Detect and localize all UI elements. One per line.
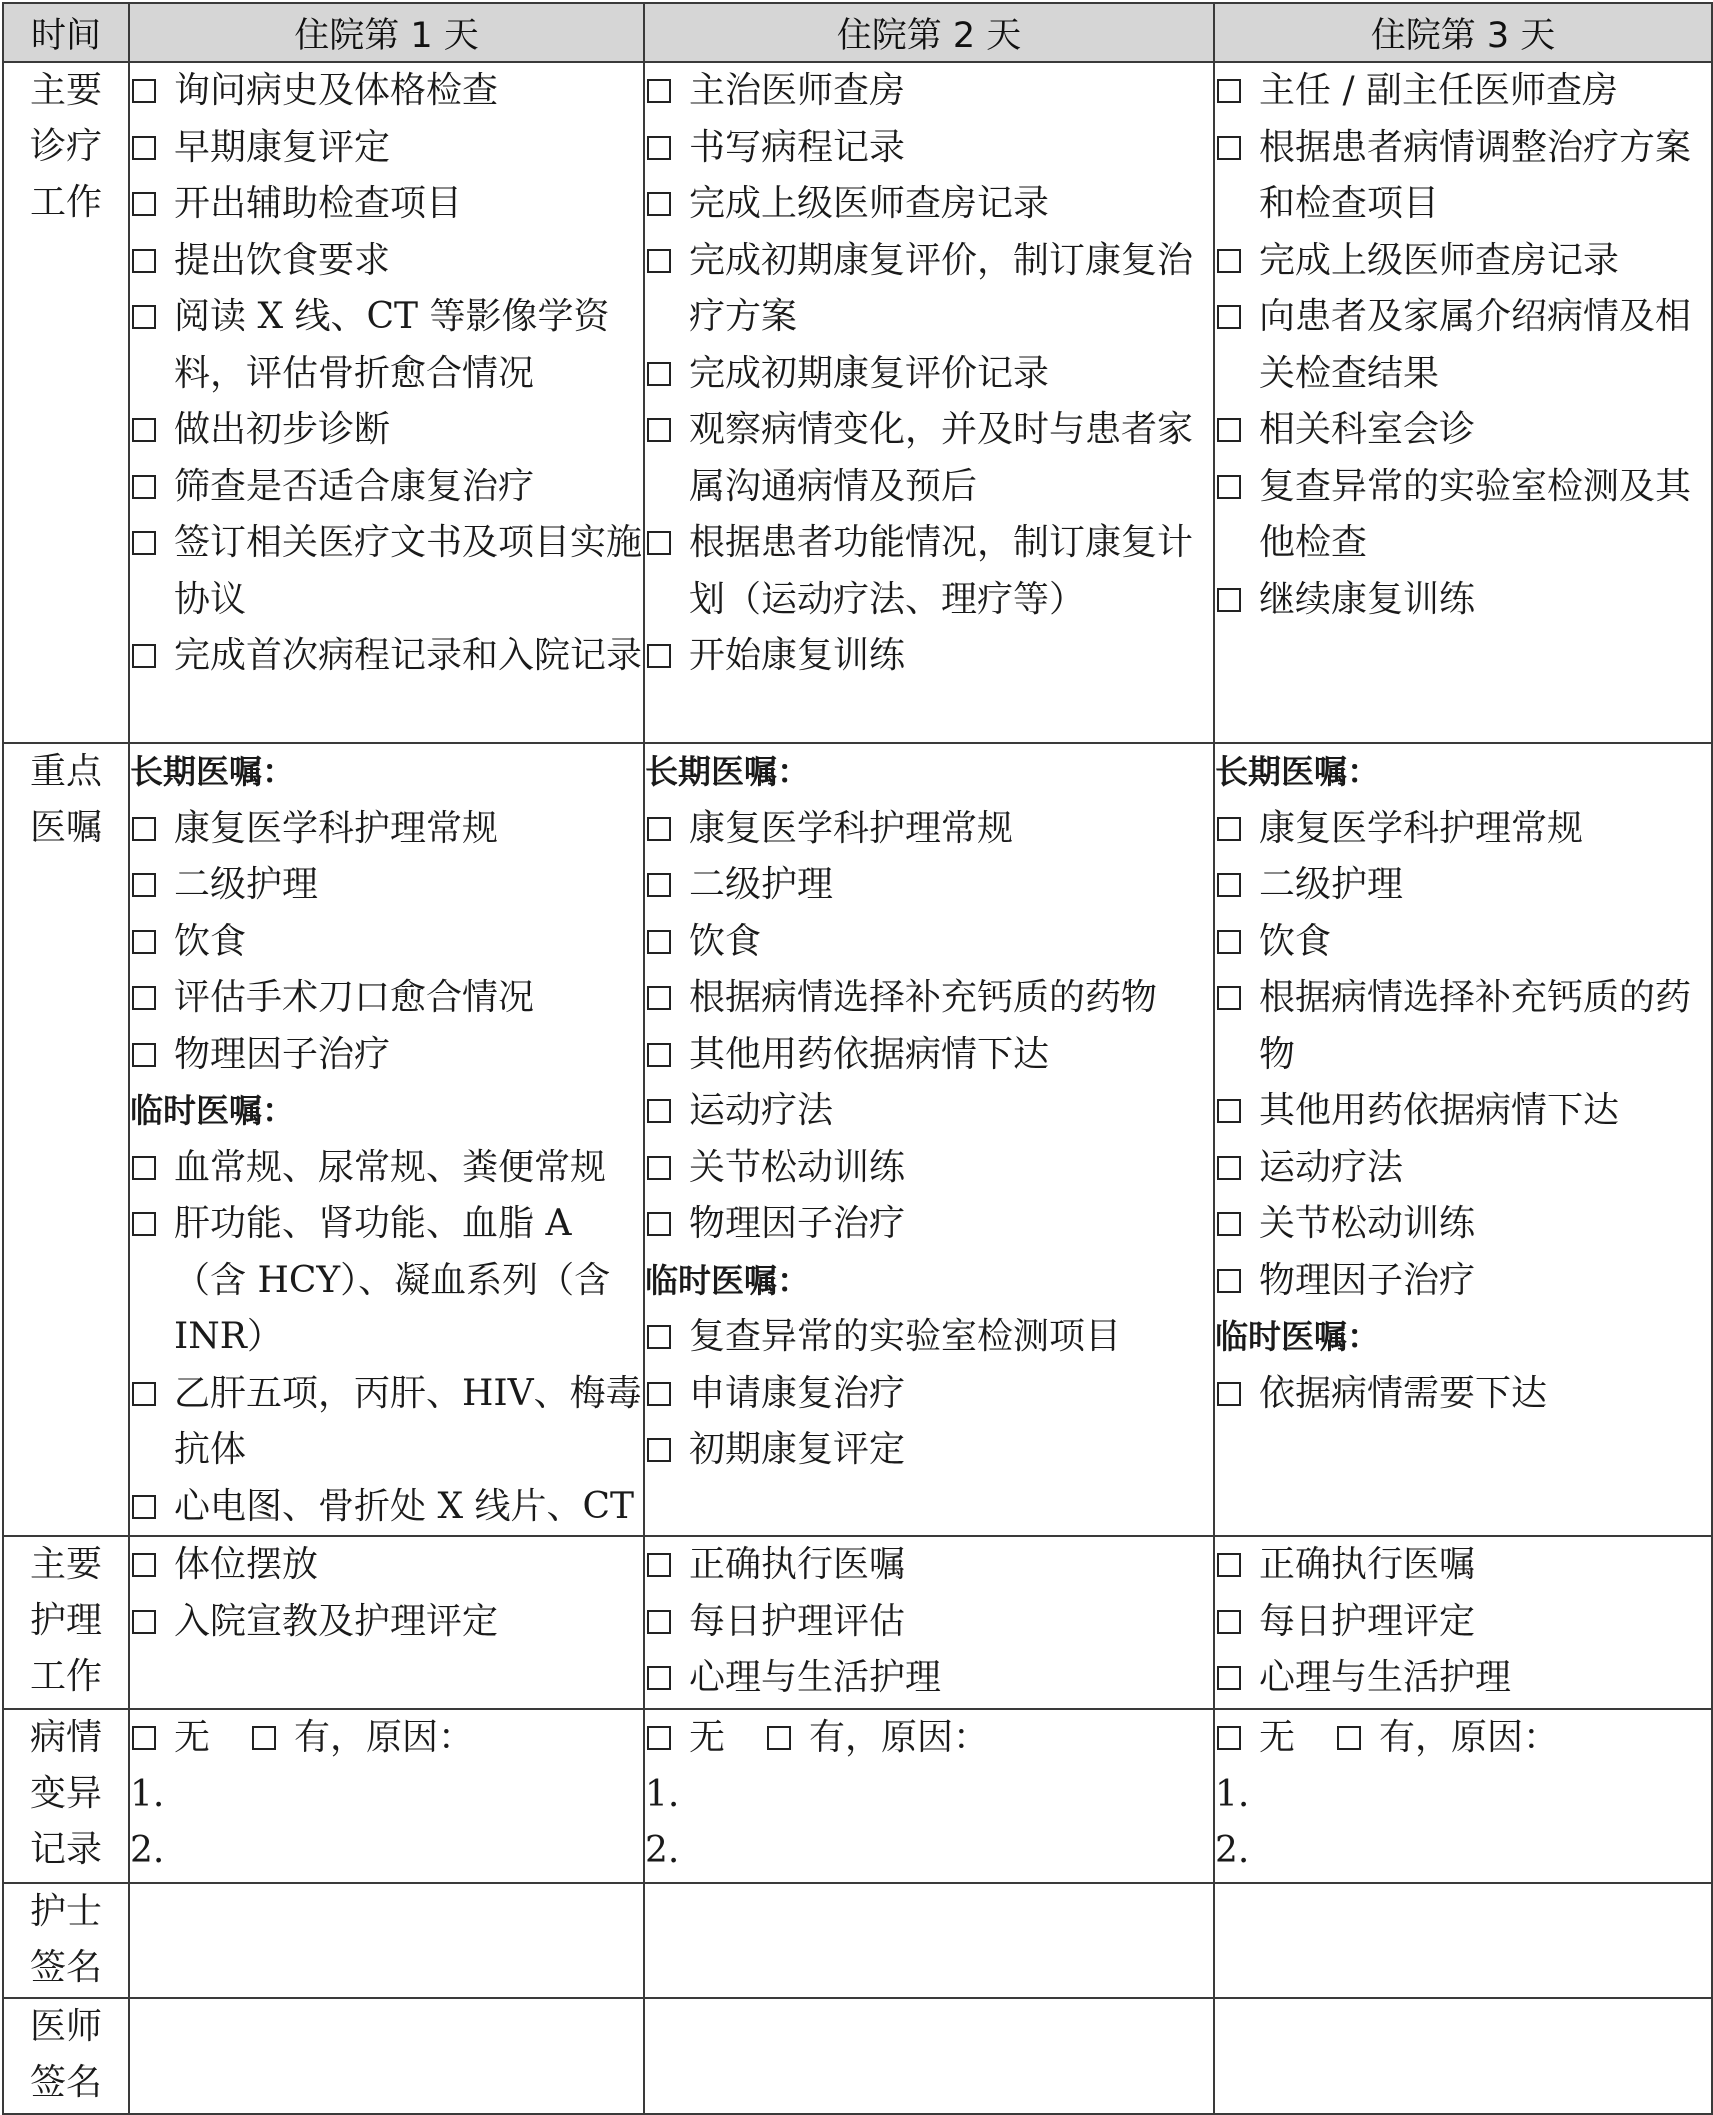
doctor-signature-day1[interactable] [129, 1998, 644, 2114]
row-nurse-signature [3, 1883, 1712, 1998]
checklist-item-text: 筛查是否适合康复治疗 [174, 465, 535, 507]
checkbox-icon[interactable] [1217, 817, 1241, 841]
variance-yes-option-label: 有，原因： [809, 1717, 990, 1758]
variance-none-option[interactable] [130, 1710, 210, 1767]
checklist-item-text: 二级护理 [1259, 864, 1404, 905]
doctor-signature-day3[interactable] [1214, 1998, 1712, 2114]
checklist-item-text: 根据病情选择补充钙质的药物 [689, 977, 1158, 1018]
checklist-item[interactable] [130, 970, 643, 1027]
checkbox-icon[interactable] [132, 305, 156, 329]
temporary-orders-title: 临时医嘱： [645, 1260, 810, 1300]
row-label-line: 记录 [29, 1829, 102, 1870]
checkbox-icon[interactable] [647, 1156, 671, 1180]
checkbox-icon[interactable] [647, 362, 671, 386]
checkbox-icon[interactable] [647, 249, 671, 273]
orders-day3 [1214, 743, 1712, 1536]
variance-day1 [129, 1709, 644, 1883]
checkbox-icon[interactable] [1217, 136, 1241, 160]
long-term-orders-title: 长期医嘱： [130, 752, 295, 791]
checklist-item-text: 康复医学科护理常规 [1259, 807, 1584, 849]
checklist-item-text: 提出饮食要求 [174, 239, 391, 281]
checklist-item[interactable] [1215, 857, 1711, 914]
checkbox-icon[interactable] [1217, 1726, 1241, 1750]
checkbox-icon[interactable] [1217, 1099, 1241, 1123]
checklist-item[interactable] [645, 120, 1213, 177]
checklist-item[interactable] [130, 801, 643, 858]
variance-reason-line1[interactable]: 1. [1215, 1773, 1250, 1815]
checkbox-icon[interactable] [252, 1726, 276, 1750]
variance-yes-option[interactable] [250, 1710, 474, 1767]
orders-day1 [129, 743, 644, 1536]
checklist-item-text: 完成初期康复评价，制订康复治疗方案 [689, 239, 1194, 337]
checklist-item[interactable] [645, 857, 1213, 914]
checklist-item[interactable] [645, 1083, 1213, 1140]
checkbox-icon[interactable] [1217, 986, 1241, 1010]
checklist-item-text: 二级护理 [174, 864, 319, 905]
checkbox-icon[interactable] [647, 873, 671, 897]
checklist-item-text: 观察病情变化，并及时与患者家属沟通病情及预后 [689, 409, 1194, 507]
checklist-item-text: 做出初步诊断 [174, 409, 391, 450]
checklist-item[interactable] [645, 1537, 1213, 1594]
checklist-item-text: 康复医学科护理常规 [174, 807, 499, 849]
checkbox-icon[interactable] [132, 1553, 156, 1577]
checkbox-icon[interactable] [132, 1495, 156, 1519]
temporary-orders-title: 临时医嘱： [130, 1091, 295, 1130]
checkbox-icon[interactable] [647, 1726, 671, 1750]
checklist-item[interactable] [1215, 289, 1711, 402]
checkbox-icon[interactable] [647, 1043, 671, 1067]
checklist-item-text: 根据病情选择补充钙质的药物 [1259, 977, 1692, 1075]
variance-options [1215, 1710, 1711, 1767]
checklist-item-text: 初期康复评定 [689, 1429, 906, 1470]
variance-none-option[interactable] [645, 1710, 725, 1767]
row-label-orders [3, 743, 129, 1536]
checklist-item[interactable] [645, 1422, 1213, 1479]
checklist-item[interactable] [645, 63, 1213, 120]
row-label-nurse-signature [3, 1883, 129, 1998]
checkbox-icon[interactable] [1217, 475, 1241, 499]
checklist-item[interactable] [130, 1366, 643, 1479]
checkbox-icon[interactable] [647, 79, 671, 103]
checklist-item-text: 开始康复训练 [689, 635, 906, 676]
checkbox-icon[interactable] [647, 418, 671, 442]
row-orders [3, 743, 1712, 1536]
checkbox-icon[interactable] [132, 1156, 156, 1180]
row-label-line: 主要 [29, 70, 102, 111]
checklist-item-text: 心理与生活护理 [1259, 1657, 1512, 1698]
checklist-item-text: 其他用药依据病情下达 [689, 1033, 1050, 1075]
checklist-item-text: 饮食 [174, 920, 247, 962]
checklist-item[interactable] [645, 1027, 1213, 1084]
variance-options [130, 1710, 643, 1767]
header-day2: 住院第 2 天 [644, 3, 1214, 62]
doctor-signature-day2[interactable] [644, 1998, 1214, 2114]
checkbox-icon[interactable] [647, 136, 671, 160]
checkbox-icon[interactable] [1217, 79, 1241, 103]
checkbox-icon[interactable] [647, 1382, 671, 1406]
row-label-line: 工作 [29, 182, 102, 223]
checklist-item[interactable] [130, 515, 643, 628]
checklist-item[interactable] [130, 1537, 643, 1594]
long-term-list [645, 801, 1213, 1253]
nurse-signature-day3[interactable] [1214, 1883, 1712, 1998]
nursing-day2 [644, 1536, 1214, 1709]
row-label-line: 病情 [29, 1717, 102, 1758]
checkbox-icon[interactable] [132, 1043, 156, 1067]
checklist-item-text: 申请康复治疗 [689, 1372, 906, 1414]
checklist-item-text: 运动疗法 [1259, 1146, 1404, 1188]
checkbox-icon[interactable] [1217, 1666, 1241, 1690]
checkbox-icon[interactable] [132, 1212, 156, 1236]
checklist-item-text: 继续康复训练 [1259, 578, 1476, 620]
variance-reason-line2[interactable]: 2. [130, 1830, 165, 1871]
main-work-day2 [644, 62, 1214, 743]
checklist-item-text: 阅读 X 线、CT 等影像学资料，评估骨折愈合情况 [174, 296, 610, 394]
variance-none-option-label: 无 [1259, 1717, 1296, 1758]
checkbox-icon[interactable] [647, 531, 671, 555]
checklist-item[interactable] [645, 1650, 1213, 1707]
checklist-item[interactable] [645, 801, 1213, 858]
variance-none-option[interactable] [1215, 1710, 1295, 1767]
checklist-item[interactable] [130, 120, 643, 177]
temporary-list [1215, 1366, 1711, 1423]
checklist-item-text: 心理与生活护理 [689, 1657, 942, 1698]
checklist-item-text: 物理因子治疗 [1259, 1259, 1476, 1301]
variance-none-option-label: 无 [174, 1717, 211, 1758]
checkbox-icon[interactable] [767, 1726, 791, 1750]
checkbox-icon[interactable] [647, 644, 671, 668]
checklist-item-text: 物理因子治疗 [689, 1203, 906, 1244]
checkbox-icon[interactable] [132, 418, 156, 442]
checkbox-icon[interactable] [132, 1382, 156, 1406]
row-label-line: 医师 [29, 2006, 102, 2047]
checkbox-icon[interactable] [1217, 588, 1241, 612]
checklist-item[interactable] [130, 233, 643, 290]
checklist-item[interactable] [1215, 1366, 1711, 1423]
checklist-item[interactable] [1215, 1253, 1711, 1310]
checklist-item[interactable] [1215, 1196, 1711, 1253]
checklist-item-text: 完成上级医师查房记录 [689, 183, 1050, 224]
checkbox-icon[interactable] [647, 930, 671, 954]
checkbox-icon[interactable] [647, 986, 671, 1010]
checklist-item[interactable] [645, 970, 1213, 1027]
checkbox-icon[interactable] [132, 79, 156, 103]
checklist-item-text: 相关科室会诊 [1259, 409, 1476, 450]
checklist-item-text: 主任 / 副主任医师查房 [1259, 70, 1619, 111]
checklist-item-text: 早期康复评定 [174, 126, 391, 168]
checkbox-icon[interactable] [1217, 1212, 1241, 1236]
checklist-item[interactable] [130, 289, 643, 402]
checklist-item[interactable] [645, 1366, 1213, 1423]
checklist-item-text: 复查异常的实验室检测及其他检查 [1259, 465, 1692, 563]
checklist-item[interactable] [1215, 1537, 1711, 1594]
checklist-item-text: 依据病情需要下达 [1259, 1372, 1548, 1414]
checkbox-icon[interactable] [132, 475, 156, 499]
checklist-item[interactable] [130, 402, 643, 459]
row-label-line: 主要 [29, 1544, 102, 1585]
nurse-signature-day1[interactable] [129, 1883, 644, 1998]
checkbox-icon[interactable] [647, 1553, 671, 1577]
variance-none-option-label: 无 [689, 1717, 726, 1758]
checklist-item-text: 肝功能、肾功能、血脂 A（含 HCY）、凝血系列（含 INR） [174, 1203, 611, 1357]
checklist-item[interactable] [130, 1027, 643, 1084]
checklist-item[interactable] [1215, 63, 1711, 120]
checkbox-icon[interactable] [1217, 1156, 1241, 1180]
long-term-orders-title: 长期医嘱： [1215, 752, 1380, 791]
checkbox-icon[interactable] [1217, 305, 1241, 329]
checkbox-icon[interactable] [132, 136, 156, 160]
checklist-item-text: 饮食 [1259, 920, 1332, 962]
checklist-item[interactable] [1215, 233, 1711, 290]
checkbox-icon[interactable] [647, 1610, 671, 1634]
checklist-item-text: 物理因子治疗 [174, 1033, 391, 1075]
checkbox-icon[interactable] [132, 531, 156, 555]
checklist-item[interactable] [645, 628, 1213, 685]
checklist-item[interactable] [130, 914, 643, 971]
checklist-item-text: 签订相关医疗文书及项目实施协议 [174, 522, 643, 620]
checklist-item-text: 血常规、尿常规、粪便常规 [174, 1146, 607, 1188]
checkbox-icon[interactable] [1217, 1553, 1241, 1577]
nursing-day3 [1214, 1536, 1712, 1709]
checkbox-icon[interactable] [647, 1438, 671, 1462]
checklist-item[interactable] [1215, 1140, 1711, 1197]
checklist-item-text: 体位摆放 [174, 1544, 319, 1585]
row-label-line: 工作 [29, 1656, 102, 1697]
row-nursing [3, 1536, 1712, 1709]
checkbox-icon[interactable] [647, 1325, 671, 1349]
main-work-day3 [1214, 62, 1712, 743]
variance-reason-line2[interactable]: 2. [1215, 1830, 1250, 1871]
variance-yes-option-label: 有，原因： [294, 1717, 475, 1758]
checklist-item[interactable] [1215, 970, 1711, 1083]
checklist-item-text: 心电图、骨折处 X 线片、CT [174, 1485, 635, 1527]
header-time: 时间 [3, 3, 129, 62]
main-work-day1 [129, 62, 644, 743]
checklist-item-text: 书写病程记录 [689, 126, 906, 168]
long-term-list [130, 801, 643, 1084]
checklist-item[interactable] [645, 515, 1213, 628]
variance-yes-option[interactable] [1335, 1710, 1559, 1767]
checklist-item-text: 开出辅助检查项目 [174, 183, 463, 224]
checklist-item-text: 评估手术刀口愈合情况 [174, 977, 535, 1018]
checklist-item[interactable] [130, 459, 643, 516]
checklist-item[interactable] [645, 346, 1213, 403]
temporary-list [130, 1140, 643, 1536]
checklist-item[interactable] [130, 176, 643, 233]
checklist-item-text: 其他用药依据病情下达 [1259, 1090, 1620, 1131]
variance-day2 [644, 1709, 1214, 1883]
variance-reason-line2[interactable]: 2. [645, 1830, 680, 1871]
checklist-item-text: 根据患者功能情况，制订康复计划（运动疗法、理疗等） [689, 522, 1194, 620]
checkbox-icon[interactable] [132, 873, 156, 897]
checkbox-icon[interactable] [1217, 930, 1241, 954]
checklist-item-text: 每日护理评定 [1259, 1600, 1476, 1642]
checkbox-icon[interactable] [132, 817, 156, 841]
row-label-line: 护士 [29, 1891, 102, 1932]
checklist-item-text: 每日护理评估 [689, 1600, 906, 1642]
long-term-list [1215, 801, 1711, 1310]
row-label-line: 变异 [29, 1773, 102, 1814]
checklist-item[interactable] [1215, 459, 1711, 572]
checkbox-icon[interactable] [1217, 1610, 1241, 1634]
header-row [3, 3, 1712, 62]
checkbox-icon[interactable] [132, 192, 156, 216]
checklist-item[interactable] [130, 1196, 643, 1366]
row-label-line: 护理 [29, 1600, 102, 1641]
checklist-item[interactable] [1215, 1083, 1711, 1140]
checkbox-icon[interactable] [132, 930, 156, 954]
row-label-line: 诊疗 [29, 126, 102, 167]
nursing-day1 [129, 1536, 644, 1709]
row-doctor-signature [3, 1998, 1712, 2114]
checklist-item-text: 询问病史及体格检查 [174, 70, 499, 111]
checklist-item[interactable] [645, 1196, 1213, 1253]
orders-day2 [644, 743, 1214, 1536]
checklist-item[interactable] [130, 1140, 643, 1197]
checklist-item-text: 关节松动训练 [689, 1146, 906, 1188]
checklist-item[interactable] [645, 914, 1213, 971]
checklist-item-text: 向患者及家属介绍病情及相关检查结果 [1259, 296, 1692, 394]
checklist-item[interactable] [1215, 801, 1711, 858]
checklist-item-text: 复查异常的实验室检测项目 [689, 1316, 1122, 1357]
temporary-orders-title: 临时医嘱： [1215, 1317, 1380, 1356]
checklist-item[interactable] [1215, 572, 1711, 629]
checklist-item[interactable] [130, 857, 643, 914]
checklist-item[interactable] [130, 1594, 643, 1651]
row-label-nursing [3, 1536, 129, 1709]
checklist-item-text: 康复医学科护理常规 [689, 807, 1014, 849]
header-day3: 住院第 3 天 [1214, 3, 1712, 62]
row-label-main-work [3, 62, 129, 743]
header-day1: 住院第 1 天 [129, 3, 644, 62]
checkbox-icon[interactable] [647, 1212, 671, 1236]
checklist-item[interactable] [645, 1140, 1213, 1197]
long-term-orders-title: 长期医嘱： [645, 752, 810, 791]
checklist-item-text: 运动疗法 [689, 1090, 834, 1131]
checklist-item-text: 正确执行医嘱 [689, 1544, 906, 1585]
checklist-item[interactable] [130, 1479, 643, 1536]
checklist-item[interactable] [645, 1309, 1213, 1366]
checkbox-icon[interactable] [1217, 1382, 1241, 1406]
checkbox-icon[interactable] [647, 1099, 671, 1123]
checklist-item-text: 根据患者病情调整治疗方案和检查项目 [1259, 126, 1692, 224]
variance-yes-option[interactable] [765, 1710, 989, 1767]
checkbox-icon[interactable] [132, 986, 156, 1010]
checklist-item-text: 主治医师查房 [689, 70, 906, 111]
row-main-work [3, 62, 1712, 743]
checkbox-icon[interactable] [132, 249, 156, 273]
checkbox-icon[interactable] [1217, 249, 1241, 273]
checklist-item[interactable] [1215, 914, 1711, 971]
variance-reason-line1[interactable]: 1. [130, 1773, 165, 1815]
checklist-item[interactable] [645, 1594, 1213, 1651]
checklist-item[interactable] [645, 233, 1213, 346]
checklist-item-text: 正确执行医嘱 [1259, 1544, 1476, 1585]
checklist-item-text: 关节松动训练 [1259, 1203, 1476, 1244]
checklist-item[interactable] [1215, 1650, 1711, 1707]
variance-reason-line1[interactable]: 1. [645, 1773, 680, 1815]
checklist-item[interactable] [645, 402, 1213, 515]
checklist-item-text: 饮食 [689, 920, 762, 962]
checklist-item-text: 入院宣教及护理评定 [174, 1600, 499, 1642]
checkbox-icon[interactable] [132, 1726, 156, 1750]
checklist-item-text: 二级护理 [689, 864, 834, 905]
checkbox-icon[interactable] [1217, 1269, 1241, 1293]
row-label-line: 医嘱 [29, 807, 102, 848]
clinical-pathway-table [2, 2, 1713, 2115]
row-label-line: 签名 [29, 1947, 102, 1988]
checkbox-icon[interactable] [1217, 418, 1241, 442]
checklist-item-text: 完成上级医师查房记录 [1259, 239, 1620, 281]
checklist-item[interactable] [1215, 120, 1711, 233]
checklist-item[interactable] [1215, 1594, 1711, 1651]
checkbox-icon[interactable] [647, 1666, 671, 1690]
row-label-variance [3, 1709, 129, 1883]
checkbox-icon[interactable] [1217, 873, 1241, 897]
checklist-item-text: 完成初期康复评价记录 [689, 352, 1050, 394]
checklist-item-text: 完成首次病程记录和入院记录 [174, 635, 643, 676]
checkbox-icon[interactable] [647, 192, 671, 216]
variance-day3 [1214, 1709, 1712, 1883]
checklist-item[interactable] [130, 628, 643, 685]
variance-options [645, 1710, 1213, 1767]
checklist-item[interactable] [645, 176, 1213, 233]
variance-yes-option-label: 有，原因： [1379, 1717, 1560, 1758]
checklist-item[interactable] [130, 63, 643, 120]
row-label-line: 签名 [29, 2062, 102, 2103]
nurse-signature-day2[interactable] [644, 1883, 1214, 1998]
row-variance [3, 1709, 1712, 1883]
temporary-list [645, 1309, 1213, 1479]
checklist-item-text: 乙肝五项，丙肝、HIV、梅毒抗体 [174, 1372, 642, 1470]
row-label-line: 重点 [29, 751, 102, 792]
checkbox-icon[interactable] [132, 1610, 156, 1634]
checkbox-icon[interactable] [647, 817, 671, 841]
checklist-item[interactable] [1215, 402, 1711, 459]
checkbox-icon[interactable] [132, 644, 156, 668]
row-label-doctor-signature [3, 1998, 129, 2114]
checkbox-icon[interactable] [1337, 1726, 1361, 1750]
